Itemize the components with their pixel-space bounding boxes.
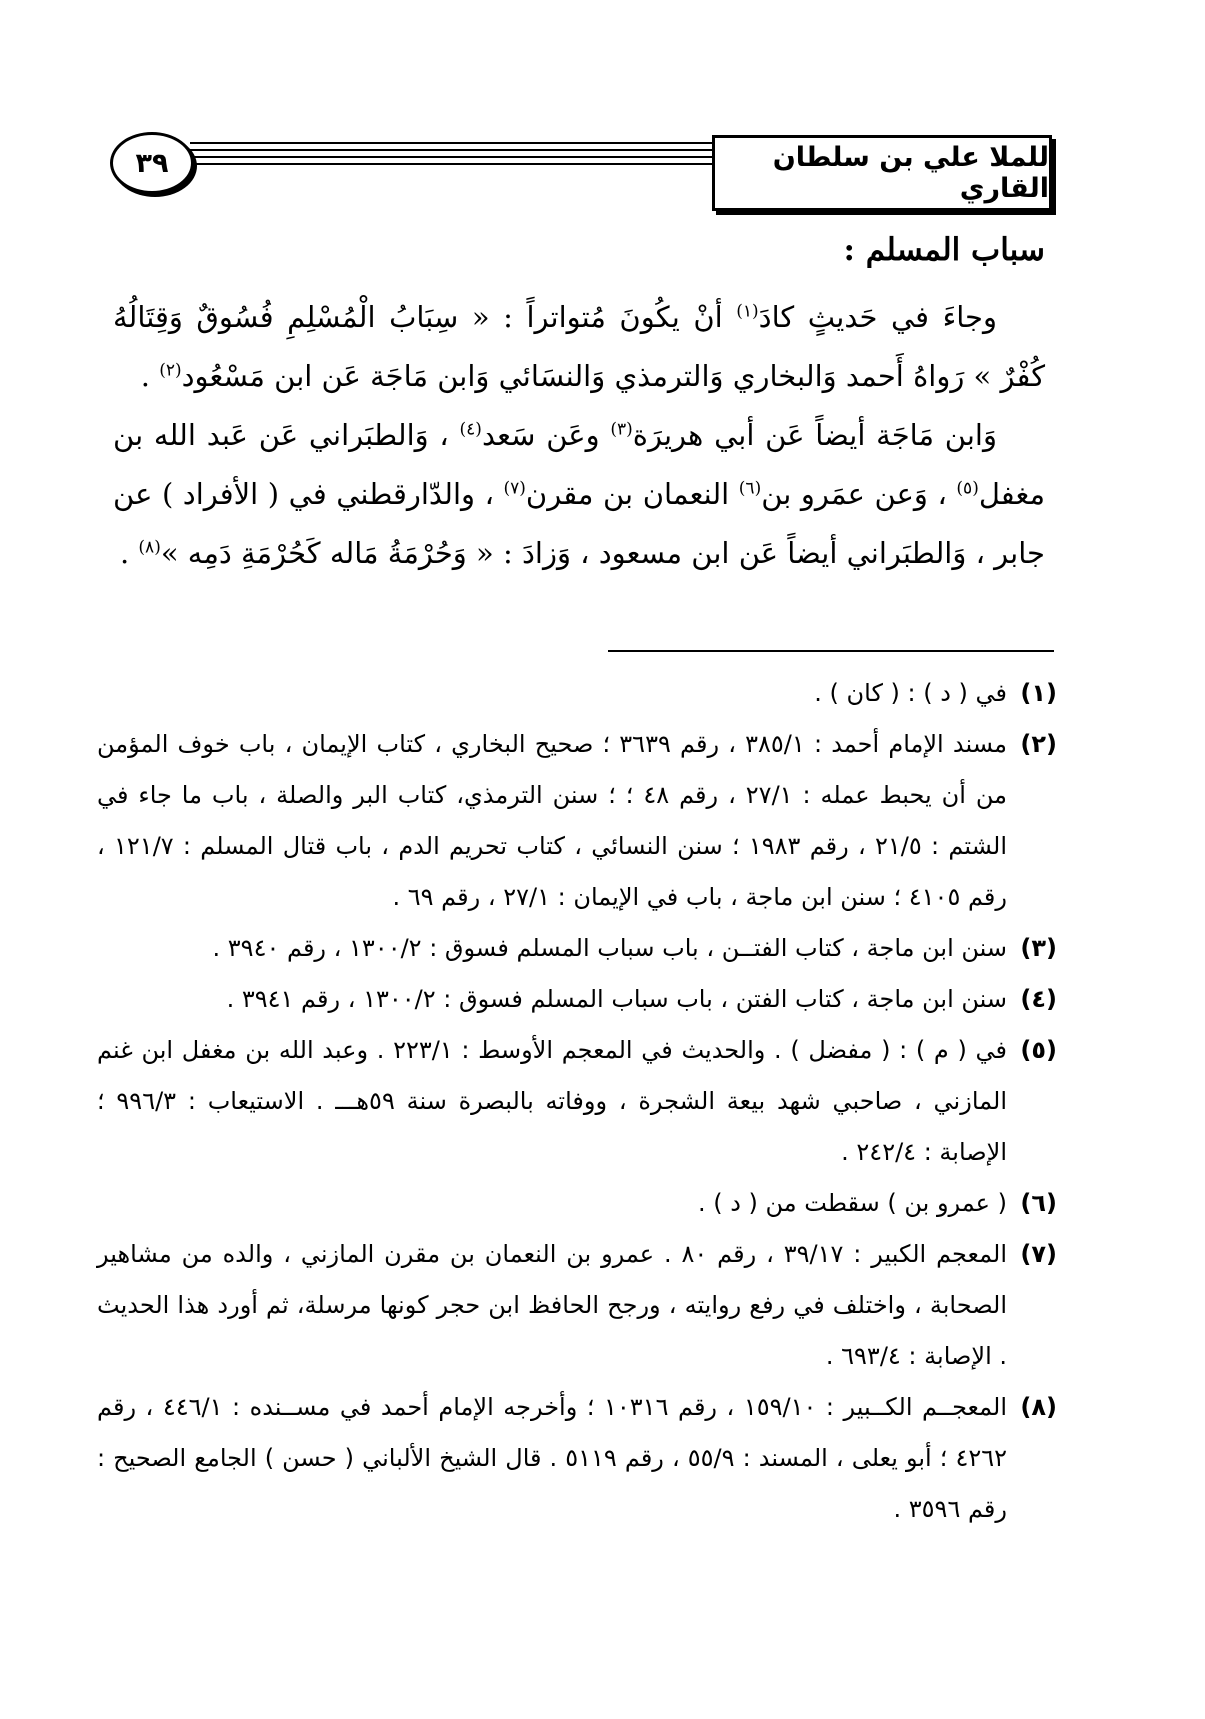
header-rule [190, 149, 714, 151]
footnote-text: المعجم الكبير : ٣٩/١٧ ، رقم ٨٠ . عمرو بن النعمان بن مقرن المازني ، والده من مشاهير الصحابة ، واختلف في رفع روايته ، ورجح الحافظ ابن حجر كونها مرسلة، ثم أورد هذا الحديث . الإصابة : ٦٩٣/٤ . [97, 1240, 1007, 1370]
footnote-ref: (٣) [610, 419, 633, 440]
footnote-number: (٤) [1020, 985, 1057, 1013]
footnote [97, 719, 1057, 923]
footnote-number: (٨) [1020, 1393, 1057, 1421]
body-paragraph [113, 288, 1045, 406]
footnote-ref: (٥) [956, 478, 979, 499]
footnote-text: مسند الإمام أحمد : ٣٨٥/١ ، رقم ٣٦٣٩ ؛ صحيح البخاري ، كتاب الإيمان ، باب خوف المؤمن من أن يحبط عمله : ٢٧/١ ، رقم ٤٨ ؛ ؛ سنن الترمذي، كتاب البر والصلة ، باب ما جاء في الشتم : ٢١/٥ ، رقم ١٩٨٣ ؛ سنن النسائي ، كتاب تحريم الدم ، باب قتال المسلم : ١٢١/٧ ، رقم ٤١٠٥ ؛ سنن ابن ماجة ، باب في الإيمان : ٢٧/١ ، رقم ٦٩ . [97, 730, 1008, 911]
footnote-number: (٣) [1020, 934, 1057, 962]
footnote-ref: (٢) [159, 360, 182, 381]
header-rule [190, 142, 714, 144]
footnote [97, 1382, 1057, 1535]
footnote [97, 1025, 1057, 1178]
footnote [97, 1178, 1057, 1229]
text-run: النعمان بن مقرن [525, 477, 739, 511]
text-run: ، وَعن عمَرو بن [761, 477, 957, 511]
footnote [97, 1229, 1057, 1382]
page-number: ٣٩ [110, 132, 194, 194]
footnote-text: في ( م ) : ( مفضل ) . والحديث في المعجم الأوسط : ٢٢٣/١ . وعبد الله بن مغفل ابن غنم المازني ، صاحبي شهد بيعة الشجرة ، ووفاته بالبصرة سنة ٥٩هـــ . الاستيعاب : ٩٩٦/٣ ؛ الإصابة : ٢٤٢/٤ . [97, 1036, 1008, 1166]
header-rule [190, 163, 714, 165]
footnote [97, 668, 1057, 719]
footnote-ref: (٧) [503, 478, 526, 499]
header-rule [190, 156, 714, 158]
text-run: ، وَالطبَراني عَن عَبد الله بن مغفل [113, 418, 1045, 511]
footnote-text: في ( د ) : ( كان ) . [814, 679, 1007, 707]
text-run: وجاءَ في حَديثٍ كادَ [758, 300, 997, 334]
footnote-number: (١) [1020, 679, 1057, 707]
section-heading: سباب المسلم : [843, 232, 1045, 268]
text-run: . [119, 536, 139, 570]
text-run: ، والدّارقطني في ( الأفراد ) عن جابر ، وَالطبَراني أيضاً عَن ابن مسعود ، وَزادَ : « وَحُرْمَةُ مَاله كَحُرْمَةِ دَمِه » [113, 477, 1045, 570]
footnotes [97, 668, 1057, 1535]
footnote [97, 923, 1057, 974]
footnote-number: (٥) [1020, 1036, 1057, 1064]
text-run: . [140, 359, 160, 393]
footnote-separator [608, 650, 1054, 652]
footnote-number: (٧) [1020, 1240, 1057, 1268]
footnote-number: (٢) [1020, 730, 1057, 758]
text-run: وَابن مَاجَة أيضاً عَن أبي هريرَة [632, 418, 997, 452]
footnote-ref: (٤) [459, 419, 482, 440]
text-run: وعَن سَعد [481, 418, 611, 452]
main-text [113, 288, 1045, 583]
footnote-ref: (٦) [738, 478, 762, 499]
footnote-text: المعجــم الكــبير : ١٥٩/١٠ ، رقم ١٠٣١٦ ؛ وأخرجه الإمام أحمد في مســنده : ٤٤٦/١ ، رقم ٤٢٦٢ ؛ أبو يعلى ، المسند : ٥٥/٩ ، رقم ٥١١٩ . قال الشيخ الألباني ( حسن ) الجامع الصحيح : رقم ٣٥٩٦ . [97, 1393, 1008, 1523]
footnote [97, 974, 1057, 1025]
footnote-ref: (٨) [138, 537, 161, 558]
footnote-text: ( عمرو بن ) سقطت من ( د ) . [697, 1189, 1007, 1217]
footnote-text: سنن ابن ماجة ، كتاب الفتــن ، باب سباب المسلم فسوق : ١٣٠٠/٢ ، رقم ٣٩٤٠ . [212, 934, 1007, 962]
footnote-text: سنن ابن ماجة ، كتاب الفتن ، باب سباب المسلم فسوق : ١٣٠٠/٢ ، رقم ٣٩٤١ . [226, 985, 1007, 1013]
footnote-ref: (١) [736, 301, 759, 322]
body-paragraph [113, 406, 1045, 583]
footnote-number: (٦) [1020, 1189, 1057, 1217]
running-header-title: للملا علي بن سلطان القاري [712, 135, 1052, 211]
text-run: أنْ يكُونَ مُتواتراً : « سِبَابُ الْمُسْلِمِ فُسُوقٌ وَقِتَالُهُ كُفْرٌ » رَواهُ أَحمد وَالبخاري وَالترمذي وَالنسَائي وَابن مَاجَة عَن ابن مَسْعُود [113, 300, 1045, 393]
